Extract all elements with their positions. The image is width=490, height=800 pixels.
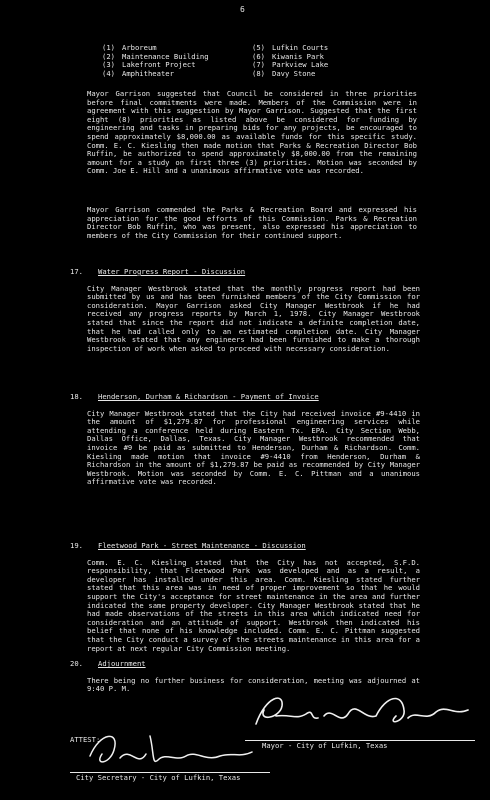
priority-list [102, 44, 402, 78]
priority-number: (5) [252, 43, 265, 52]
item-number: 17. [70, 267, 83, 276]
priority-name: Lufkin Courts [272, 43, 329, 52]
item-title: Fleetwood Park - Street Maintenance - Discussion [98, 541, 306, 550]
item-body: City Manager Westbrook stated that the City had received invoice #9-4410 in the amount of $1,279.87 for professional engineering services while attending a conference held during Eastern Tx. EPA. City Section Webb, Dallas Office, Dallas, Texas. City Manager Westbrook recommended that invoice #9 be paid as submitted to Henderson, Durham & Richardson. Comm. Kiesling made motion that invoice #9-4410 from Henderson, Durham & Richardson in the amount of $1,279.87 be paid as recommended by City Manager Westbrook. Motion was seconded by Comm. E. C. Pittman and a unanimous affirmative vote was recorded. [87, 408, 420, 487]
priority-number: (2) [102, 51, 115, 61]
priority-number: (1) [102, 43, 115, 52]
priority-name: Maintenance Building [122, 51, 209, 61]
secretary-signature [80, 726, 260, 774]
item-number: 18. [70, 392, 83, 401]
item-number: 20. [70, 659, 83, 668]
priority-name: Kiwanis Park [272, 51, 324, 61]
priority-name: Lakefront Project [122, 60, 196, 70]
paragraph-text: Mayor Garrison suggested that Council be considered in three priorities before final commitments were made. Members of the Commission were in agreement with this suggestion by Mayor Garrison. Suggested that the first eight (8) priorities as listed above be considered for funding by engineering and tasks in preparing bids for any projects, be encouraged to spend approximately $8,000.00 as available funds for this specific study. Comm. E. C. Kiesling then made motion that Parks & Recreation Director Bob Ruffin, be authorized to spend approximately $8,000.00 from the remaining amount for a study on first three (3) priorities. Motion was seconded by Comm. Joe E. Hill and a unanimous affirmative vote was recorded. [87, 89, 417, 176]
paragraph-priorities [87, 90, 417, 176]
priority-name: Arboreum [122, 43, 157, 52]
item-body: City Manager Westbrook stated that the monthly progress report had been submitted by us and has been furnished members of the City Commission for consideration. Mayor Garrison asked City Manager Westbrook if he had received any progress reports by March 1, 1978. City Manager Westbrook stated that since the report did not indicate a definite completion date, that he had called only to an estimated completion date. City Manager Westbrook stated that any engineers had been furnished to make a thorough inspection of work when asked to proceed with necessary consideration. [87, 283, 420, 353]
agenda-item-18 [70, 393, 420, 487]
mayor-signature [236, 686, 476, 736]
agenda-item-17 [70, 268, 420, 353]
priority-name: Davy Stone [272, 68, 316, 78]
priority-number: (7) [252, 60, 265, 70]
mayor-caption: Mayor - City of Lufkin, Texas [262, 741, 388, 750]
paragraph-text: Mayor Garrison commended the Parks & Recreation Board and expressed his appreciation for the good efforts of this Commission. Parks & Recreation Director Bob Ruffin, who was present, also expressed his appreciation to members of the City Commission for their continued support. [87, 205, 417, 240]
priority-number: (4) [102, 68, 115, 78]
priority-number: (6) [252, 51, 265, 61]
item-title: Adjournment [98, 659, 146, 668]
item-title: Henderson, Durham & Richardson - Payment of Invoice [98, 392, 319, 401]
item-title: Water Progress Report - Discussion [98, 267, 246, 276]
priority-name: Parkview Lake [272, 60, 329, 70]
attest-label: ATTEST: [70, 735, 101, 744]
priority-number: (8) [252, 68, 265, 78]
agenda-item-19 [70, 542, 420, 653]
item-body: Comm. E. C. Kiesling stated that the City has not accepted, S.F.D. responsibility, that Fleetwood Park was developed and as a result, a developer has installed under this area. Comm. Kiesling stated further stated that this area was in need of proper improvement so that he would support the City's acceptance for street maintenance in the area and further indicated the same property developer. City Manager Westbrook stated that he had made observations of the streets in this area which indicated need for consideration and an attitude of support. Westbrook then indicated his belief that none of his knowledge included. Comm. E. C. Pittman suggested that the City conduct a survey of the streets maintenance in this area for a report at next regular City Commission meeting. [87, 557, 420, 653]
item-body: There being no further business for consideration, meeting was adjourned at 9:40 P. M. [87, 675, 420, 694]
priority-name: Amphitheater [122, 68, 174, 78]
list-item [102, 70, 402, 79]
page-number: 6 [240, 5, 245, 14]
item-number: 19. [70, 541, 83, 550]
paragraph-commendation [87, 206, 417, 240]
priority-number: (3) [102, 60, 115, 70]
secretary-caption: City Secretary - City of Lufkin, Texas [76, 773, 241, 782]
